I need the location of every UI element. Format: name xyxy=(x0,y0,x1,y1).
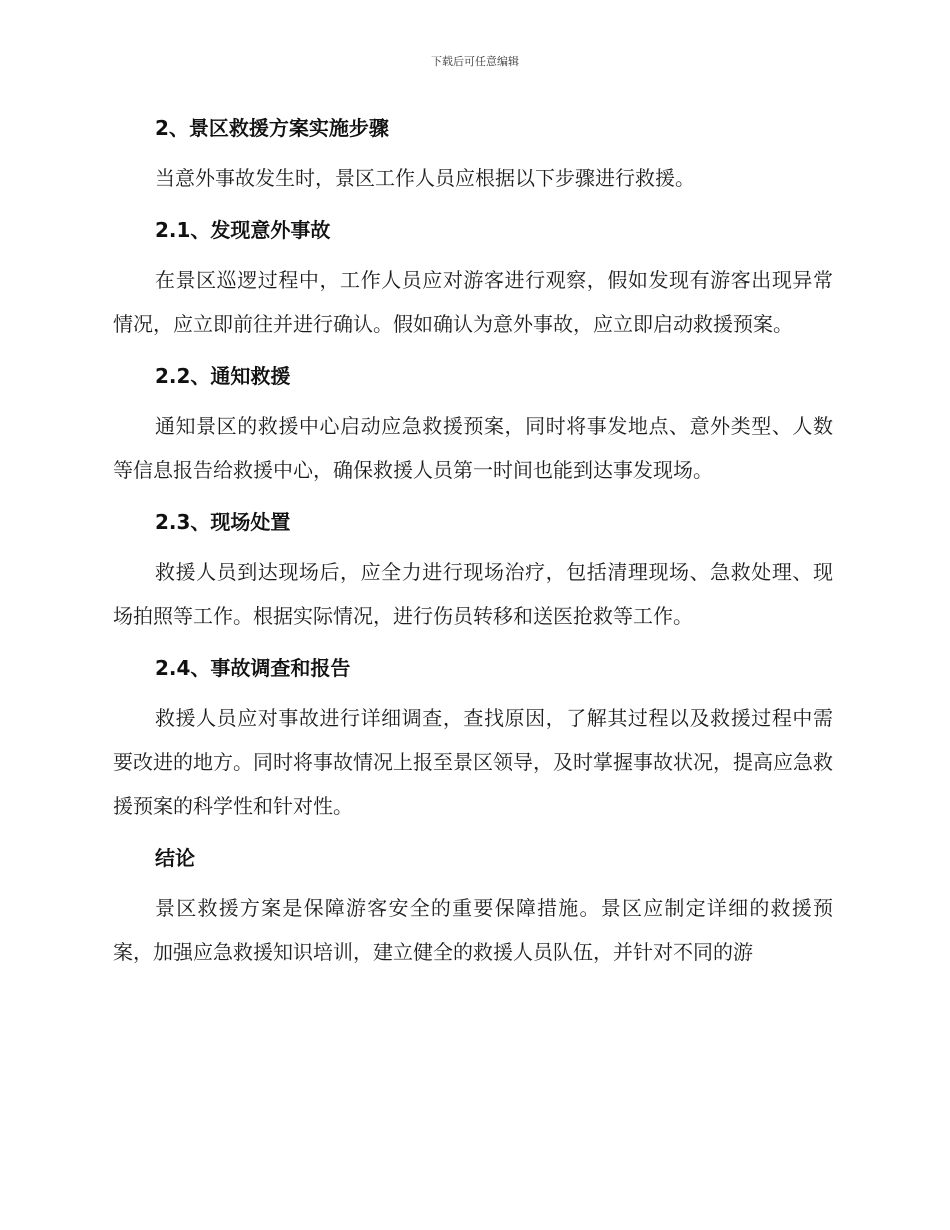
document-body xyxy=(113,112,833,974)
step-paragraph-onsite: 救援人员到达现场后，应全力进行现场治疗，包括清理现场、急救处理、现场拍照等工作。根据实际情况，进行伤员转移和送医抢救等工作。 xyxy=(113,560,833,628)
section-title: 2、景区救援方案实施步骤 xyxy=(155,116,389,140)
page-header: 下载后可任意编辑 xyxy=(431,55,519,68)
step-paragraph-notify: 通知景区的救援中心启动应急救援预案，同时将事发地点、意外类型、人数等信息报告给救援中心，确保救援人员第一时间也能到达事发现场。 xyxy=(113,414,833,482)
conclusion-paragraph: 景区救援方案是保障游客安全的重要保障措施。景区应制定详细的救援预案，加强应急救援知识培训，建立健全的救援人员队伍，并针对不同的游 xyxy=(113,896,833,964)
step-paragraph-discover: 在景区巡逻过程中，工作人员应对游客进行观察，假如发现有游客出现异常情况，应立即前往并进行确认。假如确认为意外事故，应立即启动救援预案。 xyxy=(113,268,833,336)
step-heading-onsite: 2.3、现场处置 xyxy=(155,510,291,534)
step-heading-discover: 2.1、发现意外事故 xyxy=(155,218,331,242)
conclusion-heading: 结论 xyxy=(155,846,195,870)
step-heading-notify: 2.2、通知救援 xyxy=(155,364,291,388)
step-heading-investigation: 2.4、事故调查和报告 xyxy=(155,656,351,680)
step-paragraph-investigation: 救援人员应对事故进行详细调查，查找原因，了解其过程以及救援过程中需要改进的地方。同时将事故情况上报至景区领导，及时掌握事故状况，提高应急救援预案的科学性和针对性。 xyxy=(113,706,833,818)
intro-paragraph: 当意外事故发生时，景区工作人员应根据以下步骤进行救援。 xyxy=(155,166,695,190)
